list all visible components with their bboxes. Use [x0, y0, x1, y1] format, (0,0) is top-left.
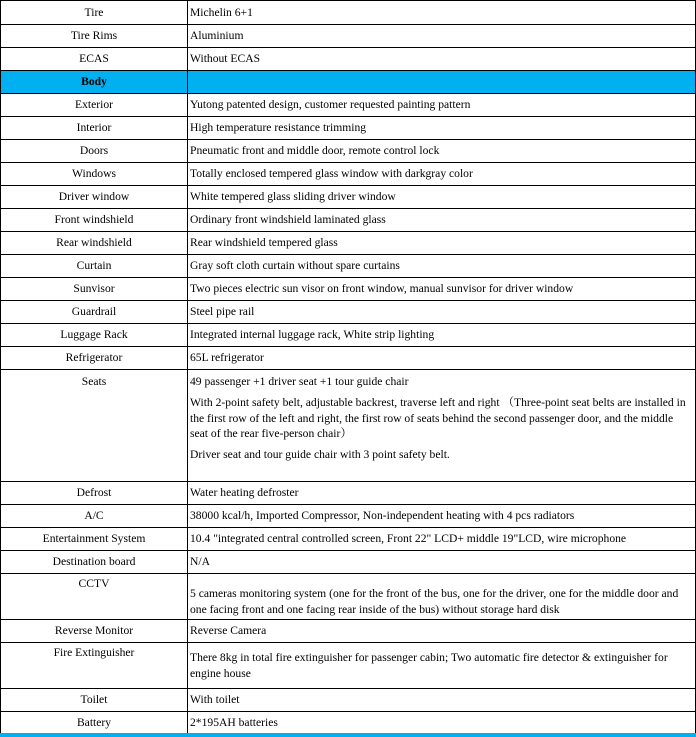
- row-value: Without ECAS: [188, 48, 696, 71]
- row-value: Pneumatic front and middle door, remote control lock: [188, 140, 696, 163]
- table-row: [1, 347, 696, 370]
- table-row: [1, 301, 696, 324]
- row-label: Rear windshield: [1, 232, 188, 255]
- section-fill: [188, 71, 696, 94]
- table-row: [1, 48, 696, 71]
- table-row: [1, 528, 696, 551]
- row-value: Totally enclosed tempered glass window with darkgray color: [188, 163, 696, 186]
- row-label: Interior: [1, 117, 188, 140]
- table-row: [1, 25, 696, 48]
- table-row: [1, 643, 696, 689]
- row-value: There 8kg in total fire extinguisher for passenger cabin; Two automatic fire detector & extinguisher for engine house: [188, 643, 696, 689]
- row-value: Gray soft cloth curtain without spare curtains: [188, 255, 696, 278]
- row-value: Aluminium: [188, 25, 696, 48]
- row-label: Fire Extinguisher: [1, 643, 188, 689]
- row-label: Doors: [1, 140, 188, 163]
- table-row: [1, 94, 696, 117]
- row-value: Two pieces electric sun visor on front window, manual sunvisor for driver window: [188, 278, 696, 301]
- table-row: [1, 712, 696, 735]
- row-value-multiline: [188, 370, 696, 482]
- row-label: Defrost: [1, 482, 188, 505]
- row-value: Rear windshield tempered glass: [188, 232, 696, 255]
- table-row: [1, 1, 696, 25]
- table-row: [1, 574, 696, 620]
- table-row: [1, 505, 696, 528]
- row-label: Driver window: [1, 186, 188, 209]
- seats-line-1: 49 passenger +1 driver seat +1 tour guide chair: [190, 375, 409, 388]
- table-row: [1, 209, 696, 232]
- row-label: Entertainment System: [1, 528, 188, 551]
- table-row: [1, 278, 696, 301]
- table-row: [1, 689, 696, 712]
- section-header-row: [1, 71, 696, 94]
- row-value: High temperature resistance trimming: [188, 117, 696, 140]
- table-row: [1, 186, 696, 209]
- row-value: 65L refrigerator: [188, 347, 696, 370]
- row-label: Seats: [1, 370, 188, 482]
- row-value: 2*195AH batteries: [188, 712, 696, 735]
- row-value: 10.4 "integrated central controlled screen, Front 22" LCD+ middle 19"LCD, wire microphone: [188, 528, 696, 551]
- row-value: Water heating defroster: [188, 482, 696, 505]
- table-row: [1, 140, 696, 163]
- row-label: ECAS: [1, 48, 188, 71]
- row-value: Michelin 6+1: [188, 1, 696, 25]
- row-label: Guardrail: [1, 301, 188, 324]
- table-row: [1, 620, 696, 643]
- row-value: Integrated internal luggage rack, White strip lighting: [188, 324, 696, 347]
- row-label: Windows: [1, 163, 188, 186]
- row-label: Battery: [1, 712, 188, 735]
- row-label: Tire Rims: [1, 25, 188, 48]
- row-label: Curtain: [1, 255, 188, 278]
- row-label: Tire: [1, 1, 188, 25]
- row-label: Sunvisor: [1, 278, 188, 301]
- row-label: Front windshield: [1, 209, 188, 232]
- row-label: Destination board: [1, 551, 188, 574]
- row-value: 5 cameras monitoring system (one for the front of the bus, one for the driver, one for the middle door and one facing front and one facing rear inside of the bus) without storage hard disk: [188, 574, 696, 620]
- row-value: N/A: [188, 551, 696, 574]
- row-value: Reverse Camera: [188, 620, 696, 643]
- table-row: [1, 551, 696, 574]
- section-title: Body: [1, 71, 188, 94]
- row-value: Ordinary front windshield laminated glass: [188, 209, 696, 232]
- row-value: Steel pipe rail: [188, 301, 696, 324]
- table-row: [1, 370, 696, 482]
- row-value: 38000 kcal/h, Imported Compressor, Non-independent heating with 4 pcs radiators: [188, 505, 696, 528]
- row-value: With toilet: [188, 689, 696, 712]
- seats-line-2: With 2-point safety belt, adjustable backrest, traverse left and right （Three-point seat belts are installed in the first row of the left and right, the first row of seats behind the second passenger door, and the middle seat of the rear five-person chair）: [190, 396, 686, 440]
- bottom-divider: [0, 733, 696, 737]
- row-label: Refrigerator: [1, 347, 188, 370]
- table-row: [1, 324, 696, 347]
- table-row: [1, 255, 696, 278]
- row-value: White tempered glass sliding driver window: [188, 186, 696, 209]
- row-label: CCTV: [1, 574, 188, 620]
- table-row: [1, 117, 696, 140]
- seats-line-3: Driver seat and tour guide chair with 3 point safety belt.: [190, 448, 450, 462]
- row-label: Toilet: [1, 689, 188, 712]
- table-row: [1, 482, 696, 505]
- row-label: Reverse Monitor: [1, 620, 188, 643]
- row-label: A/C: [1, 505, 188, 528]
- row-label: Exterior: [1, 94, 188, 117]
- table-row: [1, 163, 696, 186]
- table-row: [1, 232, 696, 255]
- row-label: Luggage Rack: [1, 324, 188, 347]
- row-value: Yutong patented design, customer requested painting pattern: [188, 94, 696, 117]
